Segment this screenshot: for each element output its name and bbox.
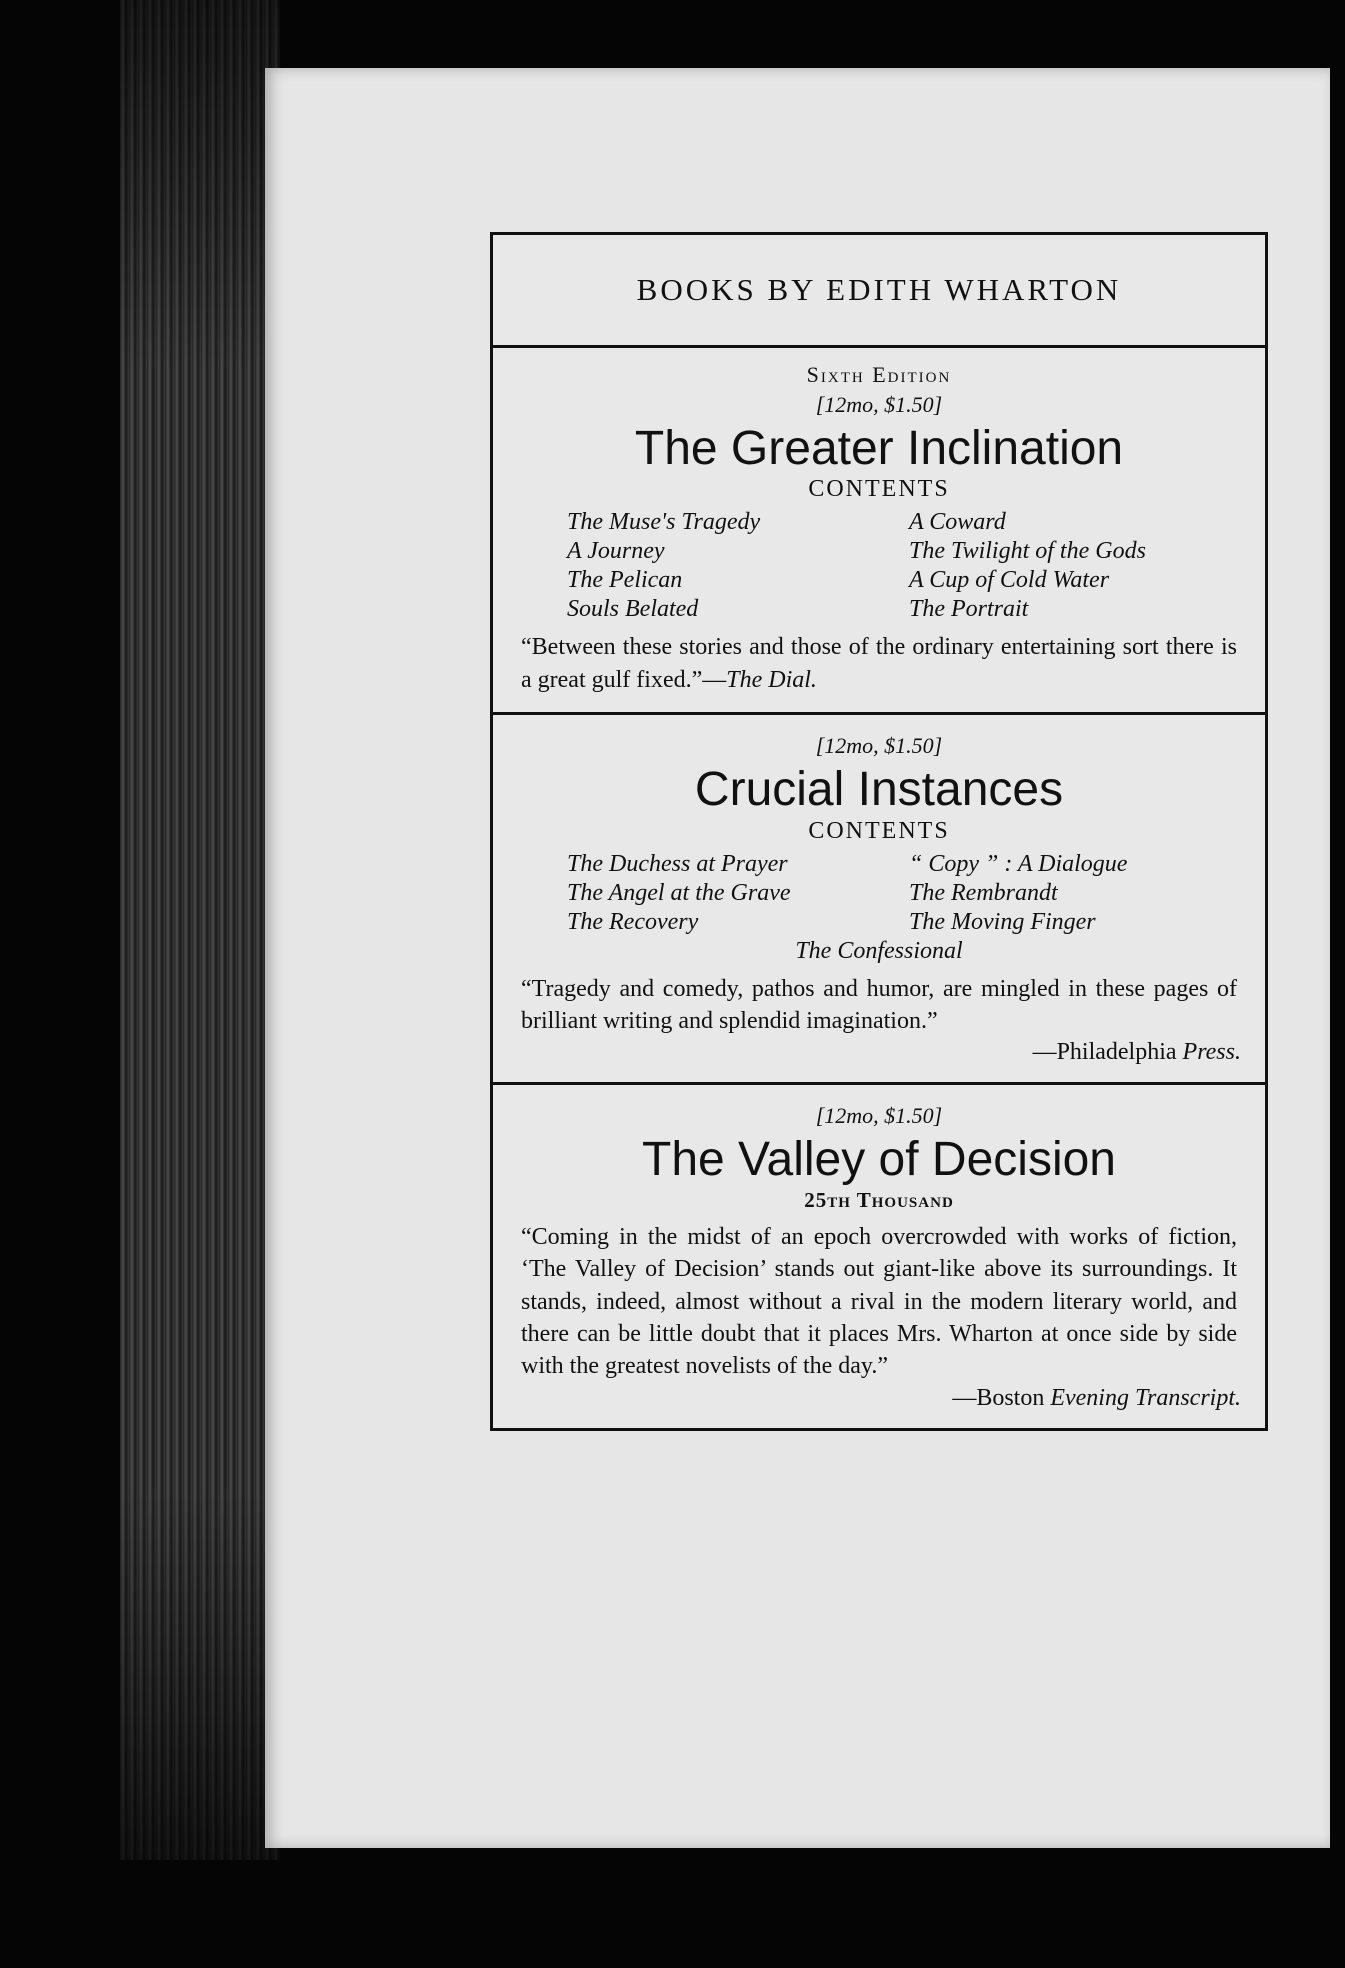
price-label: [12mo, $1.50] <box>815 1103 943 1129</box>
quote-source: The Dial. <box>726 666 817 693</box>
price-label: [12mo, $1.50] <box>815 392 943 417</box>
contents-item: The Pelican <box>567 567 683 594</box>
book-crucial-instances <box>493 715 1265 1085</box>
attribution-source: Press. <box>1182 1039 1241 1066</box>
book-greater-inclination <box>493 348 1265 715</box>
contents-item: Souls Belated <box>567 596 699 623</box>
advertisement-frame <box>490 232 1268 1431</box>
edition-label: Sixth Edition <box>806 362 952 387</box>
contents-item: The Rembrandt <box>909 879 1058 906</box>
contents-item: A Journey <box>567 538 665 565</box>
book-valley-of-decision <box>493 1085 1265 1427</box>
contents-item: A Cup of Cold Water <box>909 567 1110 594</box>
contents-item: The Confessional <box>795 937 963 964</box>
quote-text: “Between these stories and those of the ordinary entertaining sort there is a great gulf fixed.”— <box>521 634 1237 693</box>
contents-item: The Twilight of the Gods <box>909 538 1146 565</box>
contents-heading: CONTENTS <box>808 817 950 844</box>
contents-item: The Muse's Tragedy <box>567 509 761 536</box>
quote-attribution <box>517 1039 1241 1066</box>
contents-item: “ Copy ” : A Dialogue <box>909 850 1128 877</box>
book-title: The Greater Inclination <box>634 422 1124 475</box>
review-quote <box>517 631 1241 696</box>
attribution-text: —Philadelphia <box>1032 1039 1183 1066</box>
price-label: [12mo, $1.50] <box>815 733 943 759</box>
book-title: The Valley of Decision <box>642 1133 1116 1187</box>
contents-item: A Coward <box>909 509 1006 536</box>
printing-label: 25th Thousand <box>804 1187 954 1212</box>
attribution-source: Evening Transcript. <box>1050 1384 1241 1411</box>
contents-item: The Moving Finger <box>909 908 1096 935</box>
review-quote: “Tragedy and comedy, pathos and humor, are mingled in these pages of brilliant writing and splendid imagination.” <box>521 975 1237 1034</box>
contents-heading: CONTENTS <box>808 476 950 503</box>
book-edge <box>120 0 280 1860</box>
contents-item: The Duchess at Prayer <box>567 850 788 877</box>
attribution-text: —Boston <box>952 1384 1051 1411</box>
quote-attribution <box>517 1385 1241 1412</box>
contents-list <box>517 851 1241 936</box>
contents-item: The Recovery <box>567 908 699 935</box>
book-title: Crucial Instances <box>694 763 1064 817</box>
page-title: BOOKS BY EDITH WHARTON <box>493 235 1265 348</box>
contents-list <box>517 509 1241 623</box>
contents-item: The Angel at the Grave <box>567 879 791 906</box>
review-quote: “Coming in the midst of an epoch overcrowded with works of fiction, ‘The Valley of Decision’ stands out giant-like above its surroundings. It stands, indeed, almost without a rival in the modern literary world, and there can be little doubt that it places Mrs. Wharton at once side by side with the greatest novelists of the day.” <box>521 1223 1237 1380</box>
contents-item: The Portrait <box>909 596 1029 623</box>
